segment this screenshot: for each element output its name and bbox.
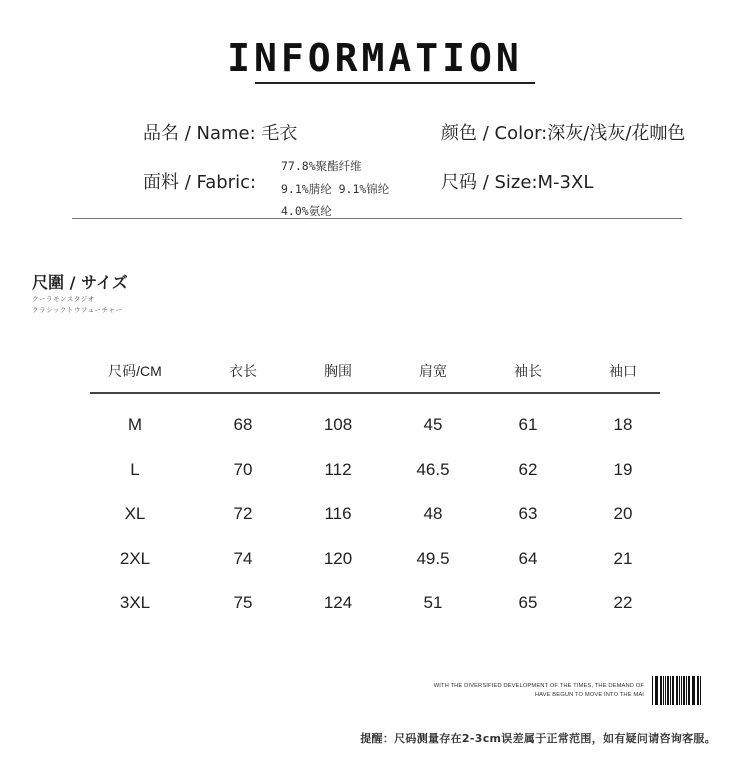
table-cell-chest: 120 <box>323 548 353 568</box>
table-header-length: 衣长 <box>229 363 257 379</box>
table-header-chest: 胸围 <box>324 363 352 379</box>
table-cell-length: 72 <box>233 504 253 523</box>
page-title: INFORMATION <box>227 36 523 80</box>
barcode-graphic <box>652 676 702 705</box>
table-cell-length: 75 <box>233 593 253 612</box>
size-value: M-3XL <box>537 172 594 193</box>
table-cell-shoulder: 45 <box>423 415 443 434</box>
table-cell-chest: 116 <box>324 504 352 523</box>
table-cell-cuff: 21 <box>613 548 633 568</box>
fabric-label-row <box>143 168 256 194</box>
table-cell-shoulder: 51 <box>423 593 443 612</box>
table-cell-sleeve: 61 <box>518 415 538 434</box>
table-cell-cuff: 19 <box>613 459 633 479</box>
table-cell-length: 70 <box>233 459 253 479</box>
table-cell-shoulder: 46.5 <box>416 459 450 479</box>
table-cell-size: M <box>127 415 143 434</box>
name-label: 品名 / Name: <box>143 123 262 144</box>
color-value: 深灰/浅灰/花咖色 <box>547 123 686 144</box>
title-underline <box>255 82 535 84</box>
table-header-cuff: 袖口 <box>609 363 637 379</box>
table-header-sleeve: 袖长 <box>514 363 542 379</box>
table-cell-cuff: 22 <box>613 593 633 612</box>
table-cell-chest: 124 <box>323 593 353 612</box>
fabric-label: 面料 / Fabric: <box>143 172 257 193</box>
table-cell-cuff: 18 <box>613 415 633 434</box>
table-header-rule <box>90 392 660 394</box>
table-cell-sleeve: 62 <box>518 459 538 479</box>
measurement-note: 提醒：尺码测量存在2-3cm误差属于正常范围，如有疑问请咨询客服。 <box>360 732 716 745</box>
footer-text-line-1: WITH THE DIVERSIFIED DEVELOPMENT OF THE TIMES, THE DEMAND OF <box>433 683 644 689</box>
footer-text-line-2: HAVE BEGUN TO MOVE INTO THE MAI <box>534 692 644 698</box>
name-value: 毛衣 <box>261 123 298 144</box>
size-section-sub-1: クーラモンスタジオ <box>32 295 95 303</box>
table-cell-length: 68 <box>233 415 253 434</box>
table-cell-shoulder: 49.5 <box>416 548 450 568</box>
table-cell-size: L <box>130 459 140 479</box>
color-row <box>441 119 685 145</box>
size-section-title: 尺圍 / サイズ <box>32 273 128 292</box>
table-cell-cuff: 20 <box>613 504 633 523</box>
fabric-line-2: 9.1%腈纶 9.1%锦纶 <box>281 182 390 196</box>
table-cell-sleeve: 64 <box>518 548 538 568</box>
color-label: 颜色 / Color: <box>441 123 548 144</box>
table-cell-size: 2XL <box>119 548 151 568</box>
table-cell-sleeve: 65 <box>518 593 538 612</box>
name-row <box>143 119 297 145</box>
table-cell-chest: 112 <box>324 459 352 479</box>
size-label: 尺码 / Size: <box>441 172 538 193</box>
table-cell-size: XL <box>124 504 146 523</box>
info-divider <box>72 218 682 219</box>
table-cell-chest: 108 <box>323 415 353 434</box>
table-cell-shoulder: 48 <box>423 504 443 523</box>
fabric-line-3: 4.0%氨纶 <box>281 204 332 218</box>
table-header-shoulder: 肩宽 <box>419 363 447 379</box>
table-header-size: 尺码/CM <box>108 363 162 379</box>
fabric-line-1: 77.8%聚酯纤维 <box>281 159 362 173</box>
size-row <box>441 168 593 194</box>
table-cell-sleeve: 63 <box>518 504 538 523</box>
size-section-sub-2: クラシックトウフューチャー <box>32 306 123 314</box>
table-cell-size: 3XL <box>119 593 151 612</box>
table-cell-length: 74 <box>233 548 253 568</box>
